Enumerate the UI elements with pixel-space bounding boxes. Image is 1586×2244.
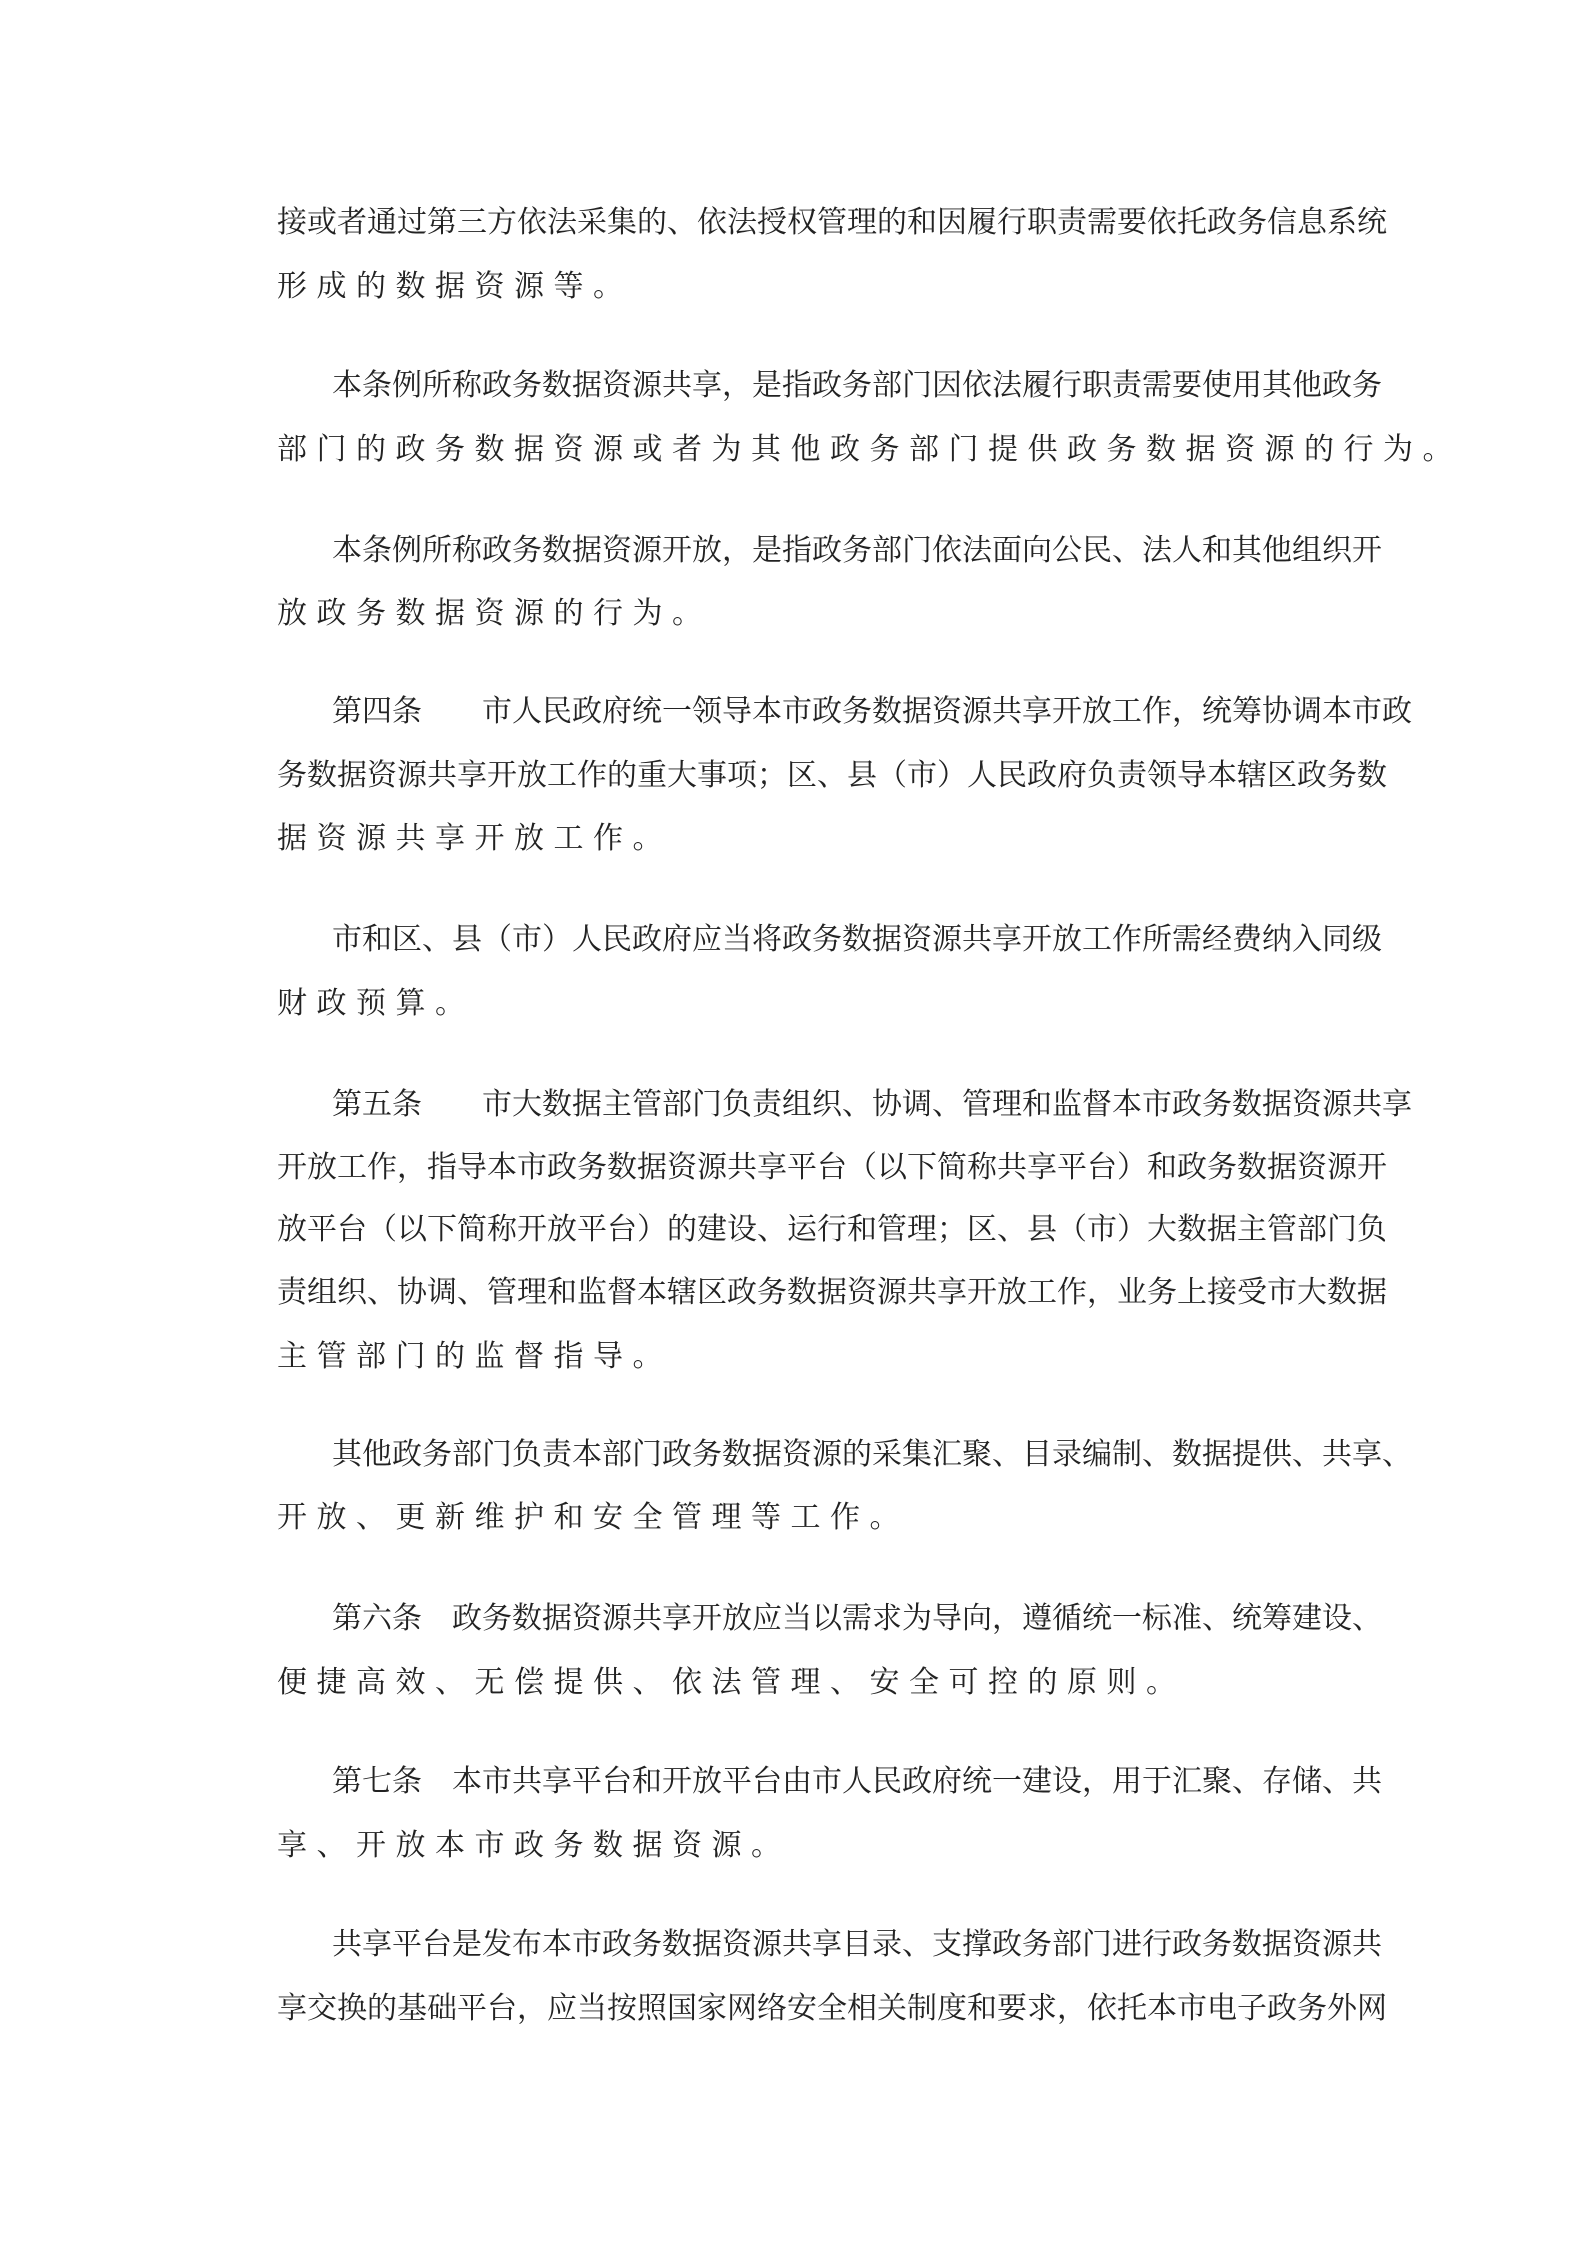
text-line: 本条例所称政务数据资源开放，是指政务部门依法面向公民、法人和其他组织开 bbox=[332, 533, 1382, 568]
text-line: 责组织、协调、管理和监督本辖区政务数据资源共享开放工作，业务上接受市大数据 bbox=[277, 1275, 1387, 1310]
text-line: 享、开放本市政务数据资源。 bbox=[277, 1828, 791, 1863]
text-line: 主管部门的监督指导。 bbox=[277, 1339, 672, 1374]
text-line: 本条例所称政务数据资源共享，是指政务部门因依法履行职责需要使用其他政务 bbox=[332, 368, 1382, 403]
text-line: 第六条 政务数据资源共享开放应当以需求为导向，遵循统一标准、统筹建设、 bbox=[332, 1601, 1382, 1636]
text-line: 市和区、县（市）人民政府应当将政务数据资源共享开放工作所需经费纳入同级 bbox=[332, 922, 1382, 957]
text-line: 形成的数据资源等。 bbox=[277, 269, 633, 304]
text-line: 共享平台是发布本市政务数据资源共享目录、支撑政务部门进行政务数据资源共 bbox=[332, 1927, 1382, 1962]
text-line: 放政务数据资源的行为。 bbox=[277, 596, 712, 631]
text-line: 接或者通过第三方依法采集的、依法授权管理的和因履行职责需要依托政务信息系统 bbox=[277, 205, 1387, 240]
text-line: 据资源共享开放工作。 bbox=[277, 821, 672, 856]
text-line: 其他政务部门负责本部门政务数据资源的采集汇聚、目录编制、数据提供、共享、 bbox=[332, 1437, 1412, 1472]
text-line: 第五条 市大数据主管部门负责组织、协调、管理和监督本市政务数据资源共享 bbox=[332, 1087, 1412, 1122]
text-line: 第七条 本市共享平台和开放平台由市人民政府统一建设，用于汇聚、存储、共 bbox=[332, 1764, 1382, 1799]
text-line: 便捷高效、无偿提供、依法管理、安全可控的原则。 bbox=[277, 1665, 1186, 1700]
text-line: 财政预算。 bbox=[277, 986, 475, 1021]
text-line: 放平台（以下简称开放平台）的建设、运行和管理；区、县（市）大数据主管部门负 bbox=[277, 1212, 1387, 1247]
text-line: 开放工作，指导本市政务数据资源共享平台（以下简称共享平台）和政务数据资源开 bbox=[277, 1150, 1387, 1185]
text-line: 第四条 市人民政府统一领导本市政务数据资源共享开放工作，统筹协调本市政 bbox=[332, 694, 1412, 729]
text-line: 务数据资源共享开放工作的重大事项；区、县（市）人民政府负责领导本辖区政务数 bbox=[277, 758, 1387, 793]
text-line: 部门的政务数据资源或者为其他政务部门提供政务数据资源的行为。 bbox=[277, 432, 1462, 467]
text-line: 开放、更新维护和安全管理等工作。 bbox=[277, 1500, 909, 1535]
text-line: 享交换的基础平台，应当按照国家网络安全相关制度和要求，依托本市电子政务外网 bbox=[277, 1991, 1387, 2026]
